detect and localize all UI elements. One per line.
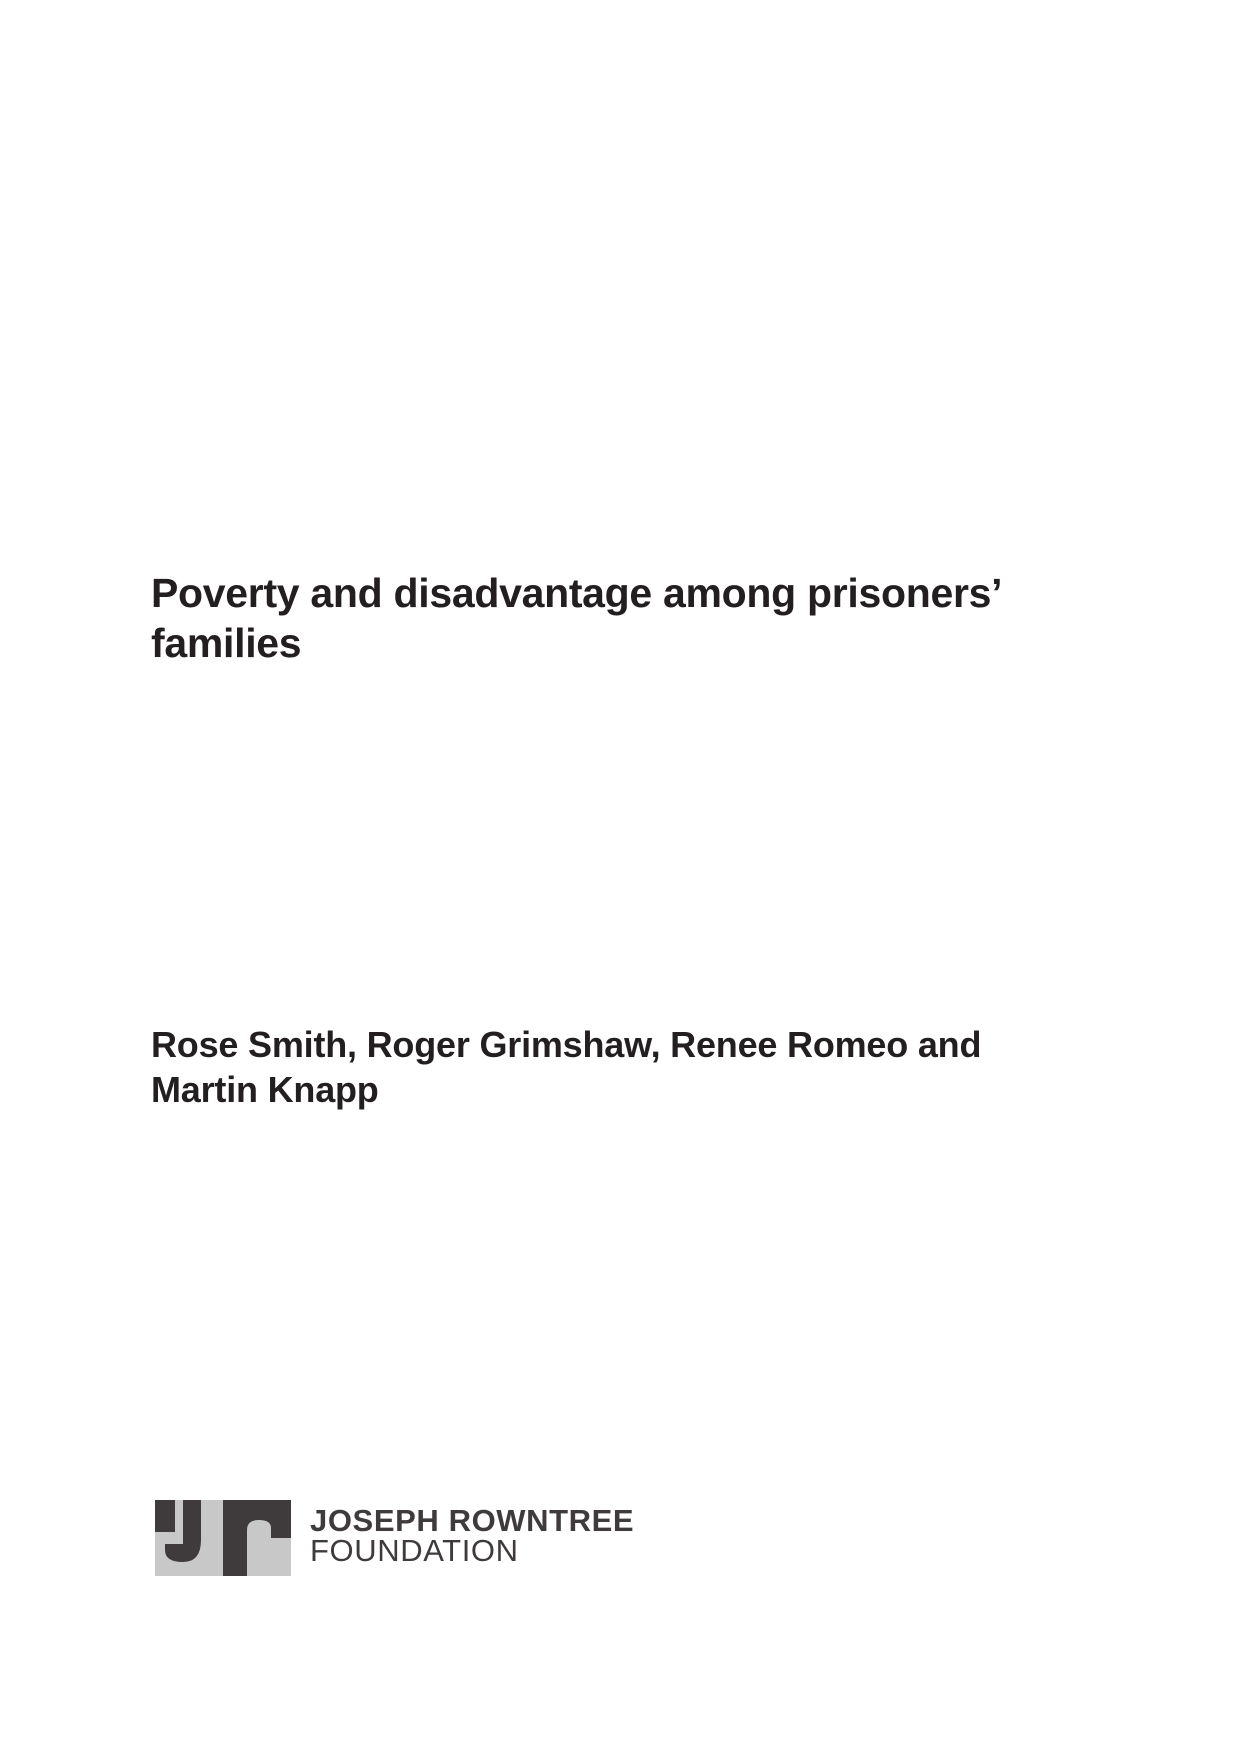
publisher-logo: [155, 1500, 715, 1580]
logo-wordmark: [310, 1503, 635, 1568]
author-list: Rose Smith, Roger Grimshaw, Renee Romeo and Martin Knapp: [151, 1024, 982, 1110]
jrf-logo-icon: [155, 1500, 291, 1576]
page-title: Poverty and disadvantage among prisoners’ families: [151, 570, 1000, 666]
logo-wordmark-line1: JOSEPH ROWNTREE: [310, 1503, 635, 1538]
logo-wordmark-line2: FOUNDATION: [310, 1533, 519, 1568]
